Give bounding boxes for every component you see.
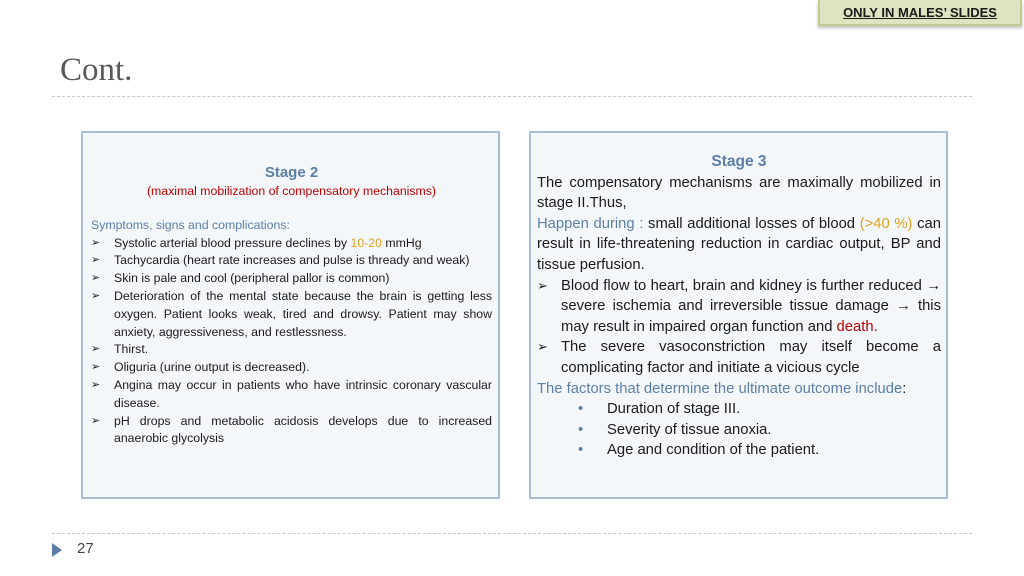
- right-arrow-icon: →: [896, 298, 911, 315]
- list-item: ➢ Deterioration of the mental state because the brain is getting less oxygen. Patient looks weak, tired and drowsy. Patient may show anxiety, aggressiveness, and restlessness.: [91, 288, 492, 339]
- list-item: ➢ Thirst.: [91, 341, 492, 359]
- arrow-bullet-icon: ➢: [91, 414, 101, 427]
- arrow-bullet-icon: ➢: [91, 254, 101, 267]
- list-item: • Severity of tissue anoxia.: [537, 420, 941, 441]
- dot-bullet-icon: •: [578, 421, 584, 438]
- factors-list: [537, 399, 941, 461]
- arrow-bullet-icon: ➢: [91, 289, 101, 302]
- bottom-divider: [52, 533, 972, 534]
- list-item: ➢ Tachycardia (heart rate increases and pulse is thready and weak): [91, 252, 492, 270]
- footer-triangle-icon: [52, 543, 62, 557]
- list-item: ➢ Oliguria (urine output is decreased).: [91, 359, 492, 377]
- death-highlight: death.: [836, 318, 878, 335]
- males-slides-badge: ONLY IN MALES’ SLIDES: [818, 0, 1022, 26]
- stage-3-heading: Stage 3: [711, 153, 767, 170]
- list-item: ➢ The severe vasoconstriction may itself become a complicating factor and initiate a vicious cycle: [537, 339, 941, 376]
- stage-2-subtitle: (maximal mobilization of compensatory mechanisms): [146, 184, 437, 198]
- stage-2-heading: Stage 2: [264, 164, 319, 181]
- arrow-bullet-icon: ➢: [91, 343, 101, 356]
- arrow-bullet-icon: ➢: [91, 378, 101, 391]
- page-title: Cont.: [60, 52, 133, 88]
- top-divider: [52, 96, 972, 97]
- stage-3-card: [529, 131, 948, 499]
- dot-bullet-icon: •: [578, 401, 584, 418]
- arrow-bullet-icon: ➢: [537, 339, 548, 355]
- stage-3-list: [537, 276, 941, 379]
- happen-during-label: Happen during :: [537, 215, 644, 232]
- bp-range: 10-20: [350, 235, 382, 250]
- stage-3-intro: The compensatory mechanisms are maximally mobilized in stage II.Thus,: [537, 174, 941, 212]
- list-item: ➢ pH drops and metabolic acidosis develops due to increased anaerobic glycolysis: [91, 413, 492, 446]
- happen-during-paragraph: Happen during : small additional losses of blood (>40 %) can result in life-threatening reduction in cardiac output, BP and tissue perfusion.: [537, 215, 941, 273]
- list-item: • Age and condition of the patient.: [537, 440, 941, 461]
- arrow-bullet-icon: ➢: [91, 236, 101, 249]
- arrow-bullet-icon: ➢: [537, 277, 548, 293]
- list-item: ➢ Blood flow to heart, brain and kidney is further reduced → severe ischemia and irreversible tissue damage → this may result in impaired organ function and death.: [537, 277, 941, 335]
- list-item: • Duration of stage III.: [537, 399, 941, 420]
- list-item: ➢ Skin is pale and cool (peripheral pallor is common): [91, 270, 492, 288]
- right-arrow-icon: →: [926, 277, 941, 294]
- blood-loss-threshold: (>40 %): [859, 215, 913, 232]
- list-item: ➢ Angina may occur in patients who have intrinsic coronary vascular disease.: [91, 377, 492, 410]
- stage-2-card: [81, 131, 500, 499]
- symptoms-list: [91, 235, 492, 449]
- symptoms-lead: Symptoms, signs and complications:: [91, 217, 290, 232]
- arrow-bullet-icon: ➢: [91, 272, 101, 285]
- dot-bullet-icon: •: [578, 442, 584, 459]
- factors-lead: The factors that determine the ultimate outcome include:: [537, 380, 907, 397]
- list-item: ➢ Systolic arterial blood pressure declines by 10-20 mmHg: [91, 235, 492, 253]
- page-number: 27: [77, 540, 94, 557]
- arrow-bullet-icon: ➢: [91, 361, 101, 374]
